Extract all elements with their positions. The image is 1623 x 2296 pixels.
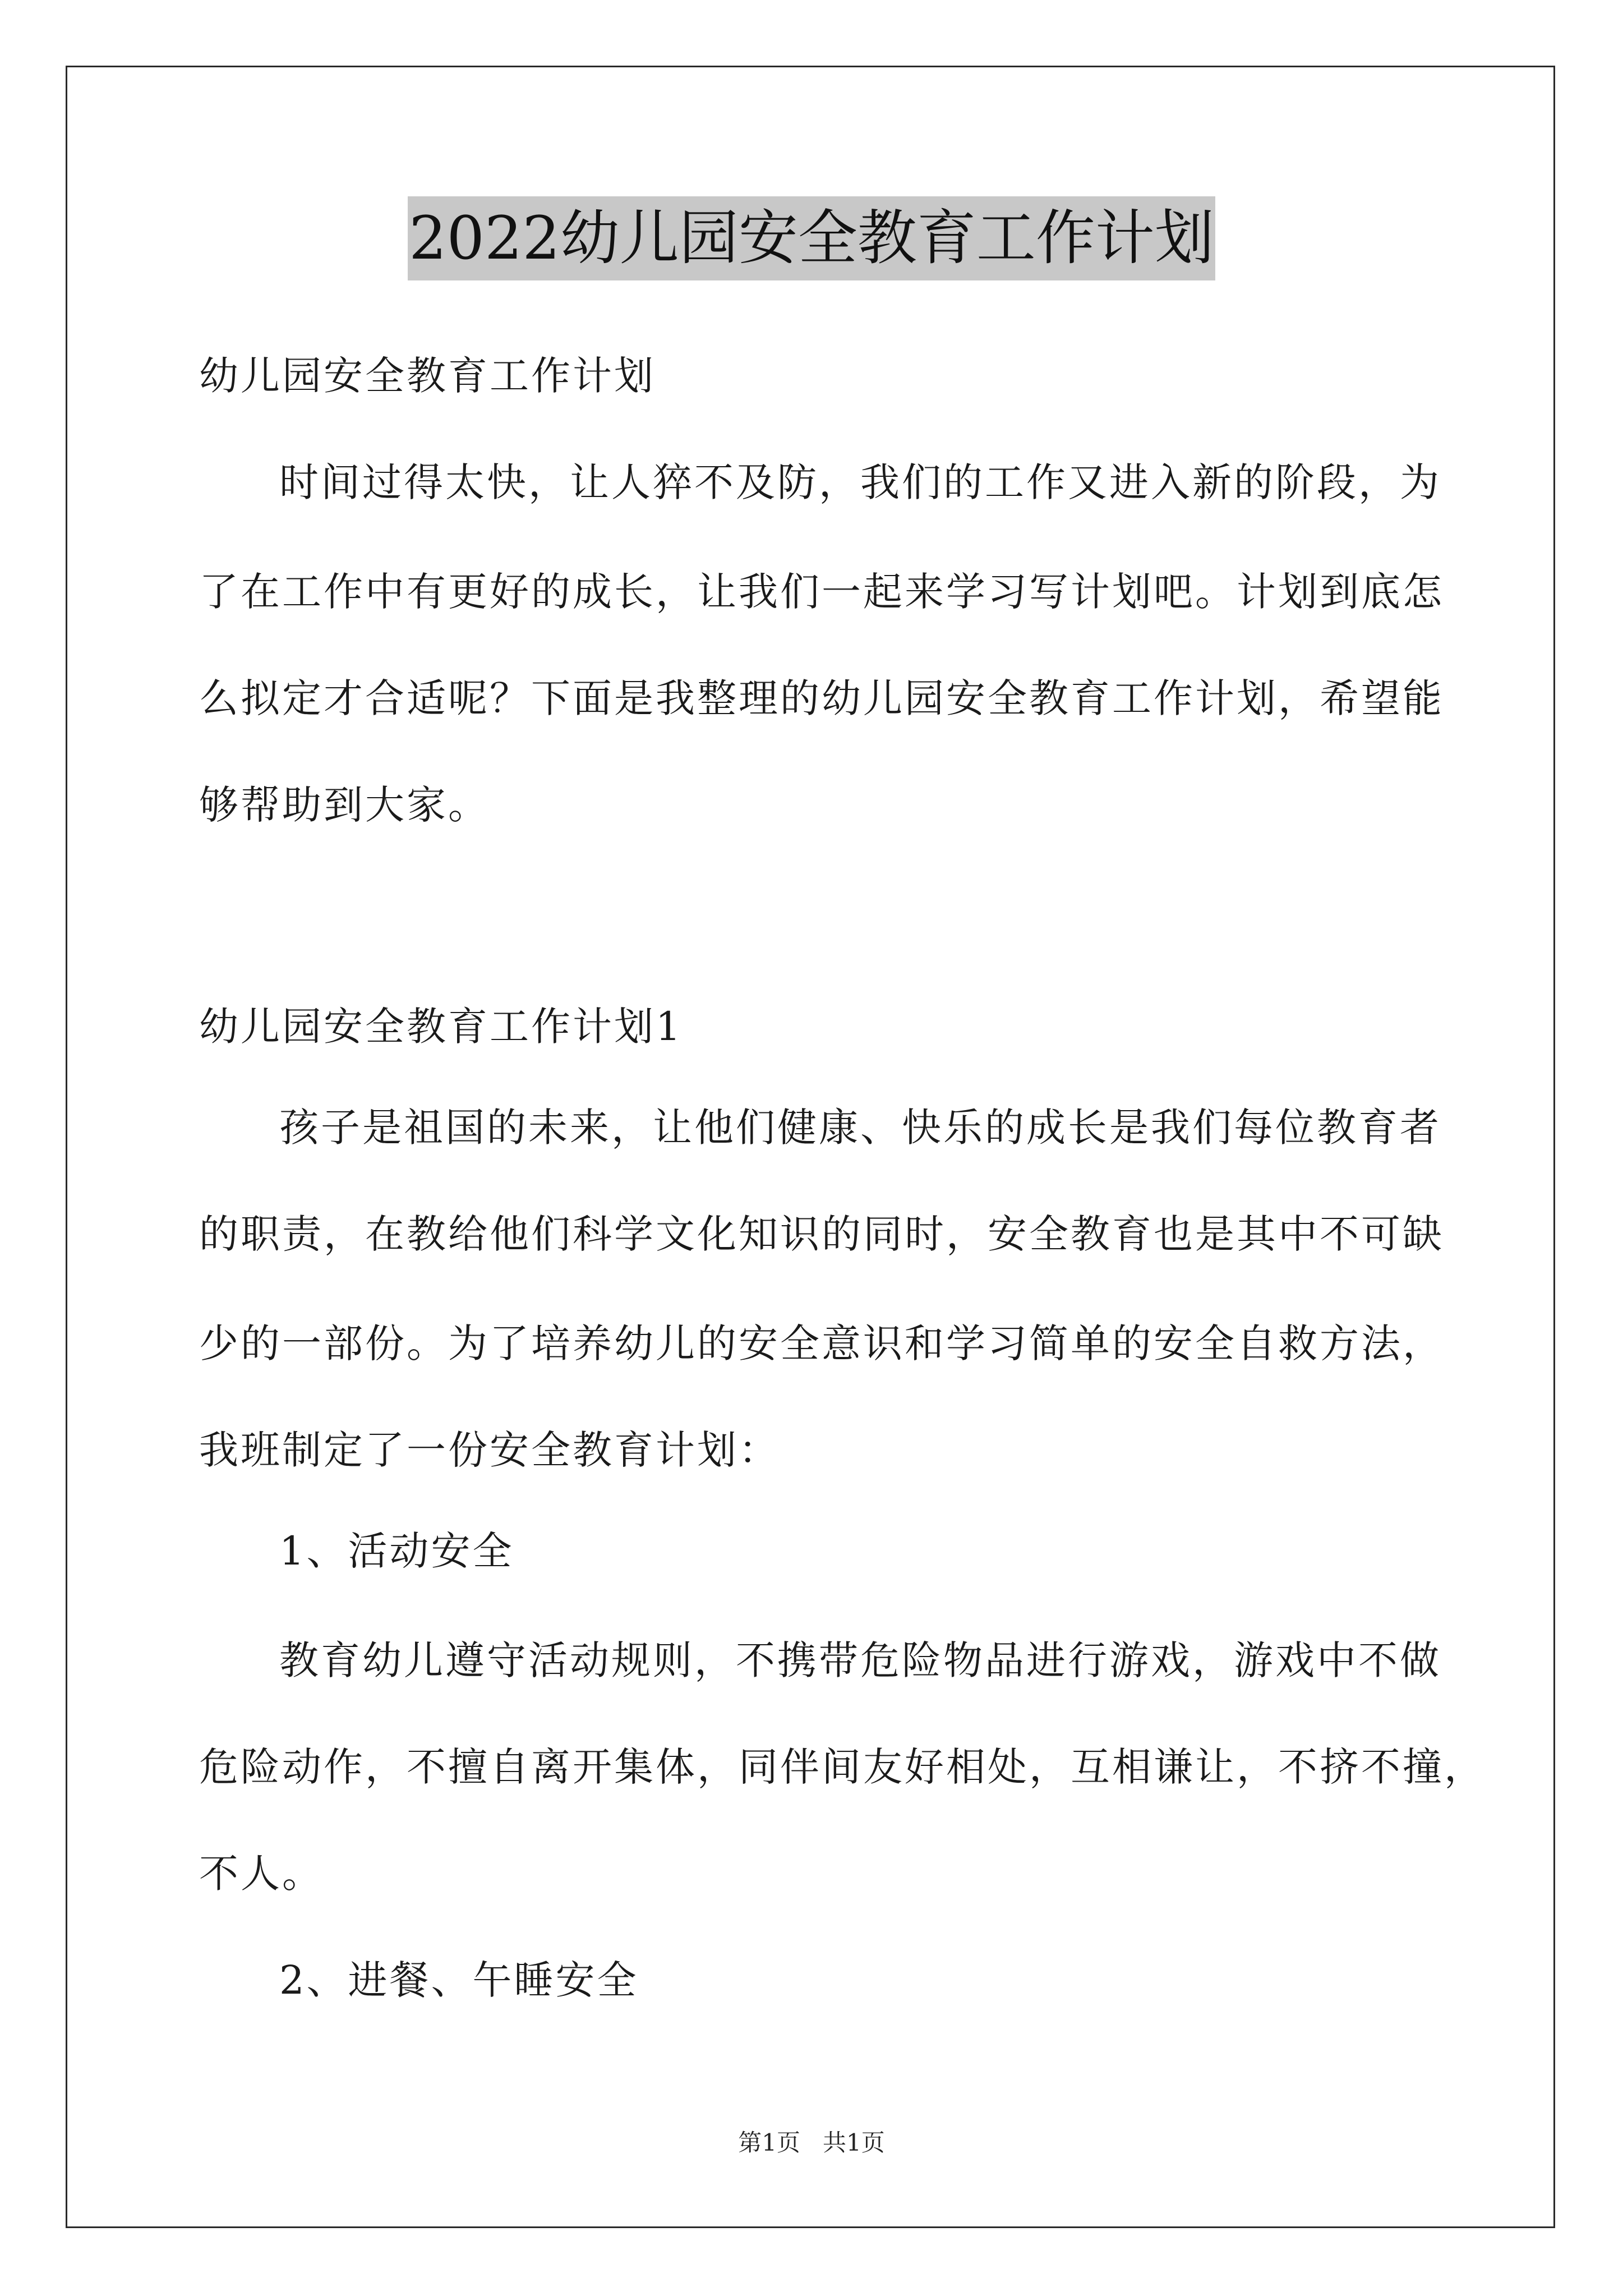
title-container	[0, 196, 1623, 280]
section1-line-3: 少的一部份。为了培养幼儿的安全意识和学习简单的安全自救方法，	[199, 1320, 1444, 1366]
intro-line-4: 够帮助到大家。	[199, 782, 490, 828]
intro-line-3: 么拟定才合适呢？下面是我整理的幼儿园安全教育工作计划，希望能	[199, 675, 1444, 721]
intro-line-1: 时间过得太快，让人猝不及防，我们的工作又进入新的阶段，为	[279, 459, 1441, 505]
document-title: 2022幼儿园安全教育工作计划	[408, 196, 1215, 280]
section1-line-1: 孩子是祖国的未来，让他们健康、快乐的成长是我们每位教育者	[279, 1105, 1441, 1151]
intro-line-2: 了在工作中有更好的成长，让我们一起来学习写计划吧。计划到底怎	[199, 569, 1444, 615]
page-number-footer: 第1页 共1页	[738, 2129, 885, 2156]
section1-line-2: 的职责，在教给他们科学文化知识的同时，安全教育也是其中不可缺	[199, 1211, 1444, 1257]
item1-line-1: 教育幼儿遵守活动规则，不携带危险物品进行游戏，游戏中不做	[279, 1637, 1441, 1683]
section1-line-4: 我班制定了一份安全教育计划：	[199, 1427, 780, 1473]
section1-heading: 幼儿园安全教育工作计划1	[199, 1004, 683, 1050]
item1-line-3: 不人。	[199, 1851, 324, 1897]
item1-line-2: 危险动作，不擅自离开集体，同伴间友好相处，互相谦让，不挤不撞，	[199, 1744, 1486, 1790]
intro-heading: 幼儿园安全教育工作计划	[199, 353, 656, 399]
item1-heading: 1、活动安全	[279, 1528, 514, 1574]
item2-heading: 2、进餐、午睡安全	[279, 1957, 639, 2003]
